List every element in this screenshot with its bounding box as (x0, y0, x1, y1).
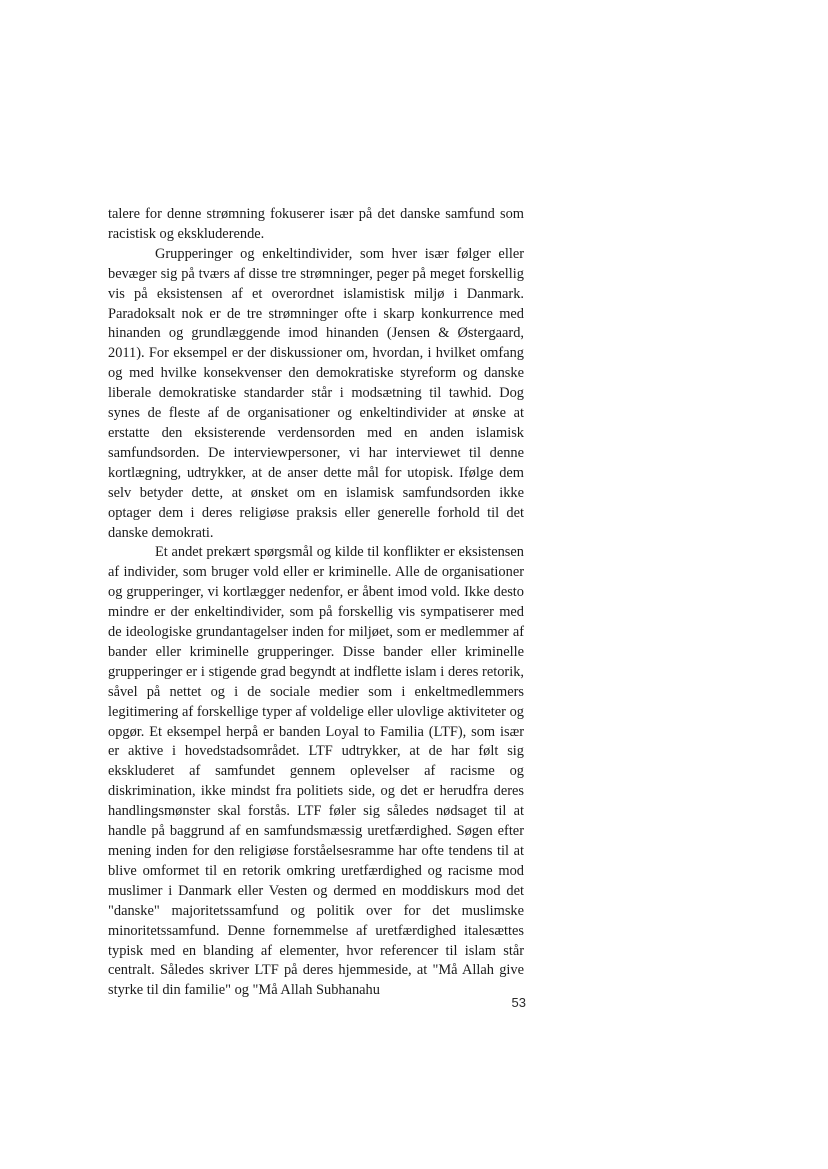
paragraph-violence: Et andet prekært spørgsmål og kilde til konflikter er eksistensen af individer, som bruger vold eller er kriminelle. Alle de organisationer og grupperinger, vi kortlægger nedenfor, er åbent imod vold. Ikke desto mindre er der enkeltindivider, som på forskellig vis sympatiserer med de ideologiske grundantagelser inden for miljøet, som er medlemmer af bander eller kriminelle grupperinger. Disse bander eller kriminelle grupperinger er i stigende grad begyndt at indflette islam i deres retorik, såvel på nettet og i de sociale medier som i enkeltmedlemmers legitimering af forskellige typer af voldelige eller ulovlige aktiviteter og opgør. Et eksempel herpå er banden Loyal to Familia (LTF), som især er aktive i hovedstadsområdet. LTF udtrykker, at de har følt sig ekskluderet af samfundet gennem oplevelser af racisme og diskrimination, ikke mindst fra politiets side, og det er herudfra deres handlingsmønster skal forstås. LTF føler sig således nødsaget til at handle på baggrund af en samfundsmæssig uretfærdighed. Søgen efter mening inden for den religiøse forståelsesramme har ofte tendens til at blive omformet til en retorik omkring uretfærdighed og racisme mod muslimer i Danmark eller Vesten og dermed en moddiskurs mod det "danske" majoritetssamfund og politik over for det muslimske minoritetssamfund. Denne fornemmelse af uretfærdighed italesættes typisk med en blanding af elementer, hvor referencer til islam står centralt. Således skriver LTF på deres hjemmeside, at "Må Allah give styrke til din familie" og "Må Allah Subhanahu (108, 544, 524, 999)
paragraph-continued: talere for denne strømning fokuserer især på det danske samfund som racistisk og ekskluderende. (108, 206, 524, 242)
paragraph-groupings: Grupperinger og enkeltindivider, som hver især følger eller bevæger sig på tværs af disse tre strømninger, peger på meget forskellig vis på eksistensen af et overordnet islamistisk miljø i Danmark. Paradoksalt nok er de tre strømninger ofte i skarp konkurrence med hinanden og grundlæggende imod hinanden (Jensen & Østergaard, 2011). For eksempel er der diskussioner om, hvordan, i hvilket omfang og med hvilke konsekvenser den demokratiske styreform og danske liberale demokratiske standarder står i modsætning til tawhid. Dog synes de fleste af de organisationer og enkeltindivider at ønske at erstatte den eksisterende verdensorden med en anden islamisk samfundsorden. De interviewpersoner, vi har interviewet til denne kortlægning, udtrykker, at de anser dette mål for utopisk. Ifølge dem selv betyder dette, at ønsket om en islamisk samfundsorden ikke optager dem i deres religiøse praksis eller generelle forhold til det danske demokrati. (108, 245, 524, 541)
body-text (108, 205, 524, 1001)
page-number: 53 (511, 995, 526, 1010)
